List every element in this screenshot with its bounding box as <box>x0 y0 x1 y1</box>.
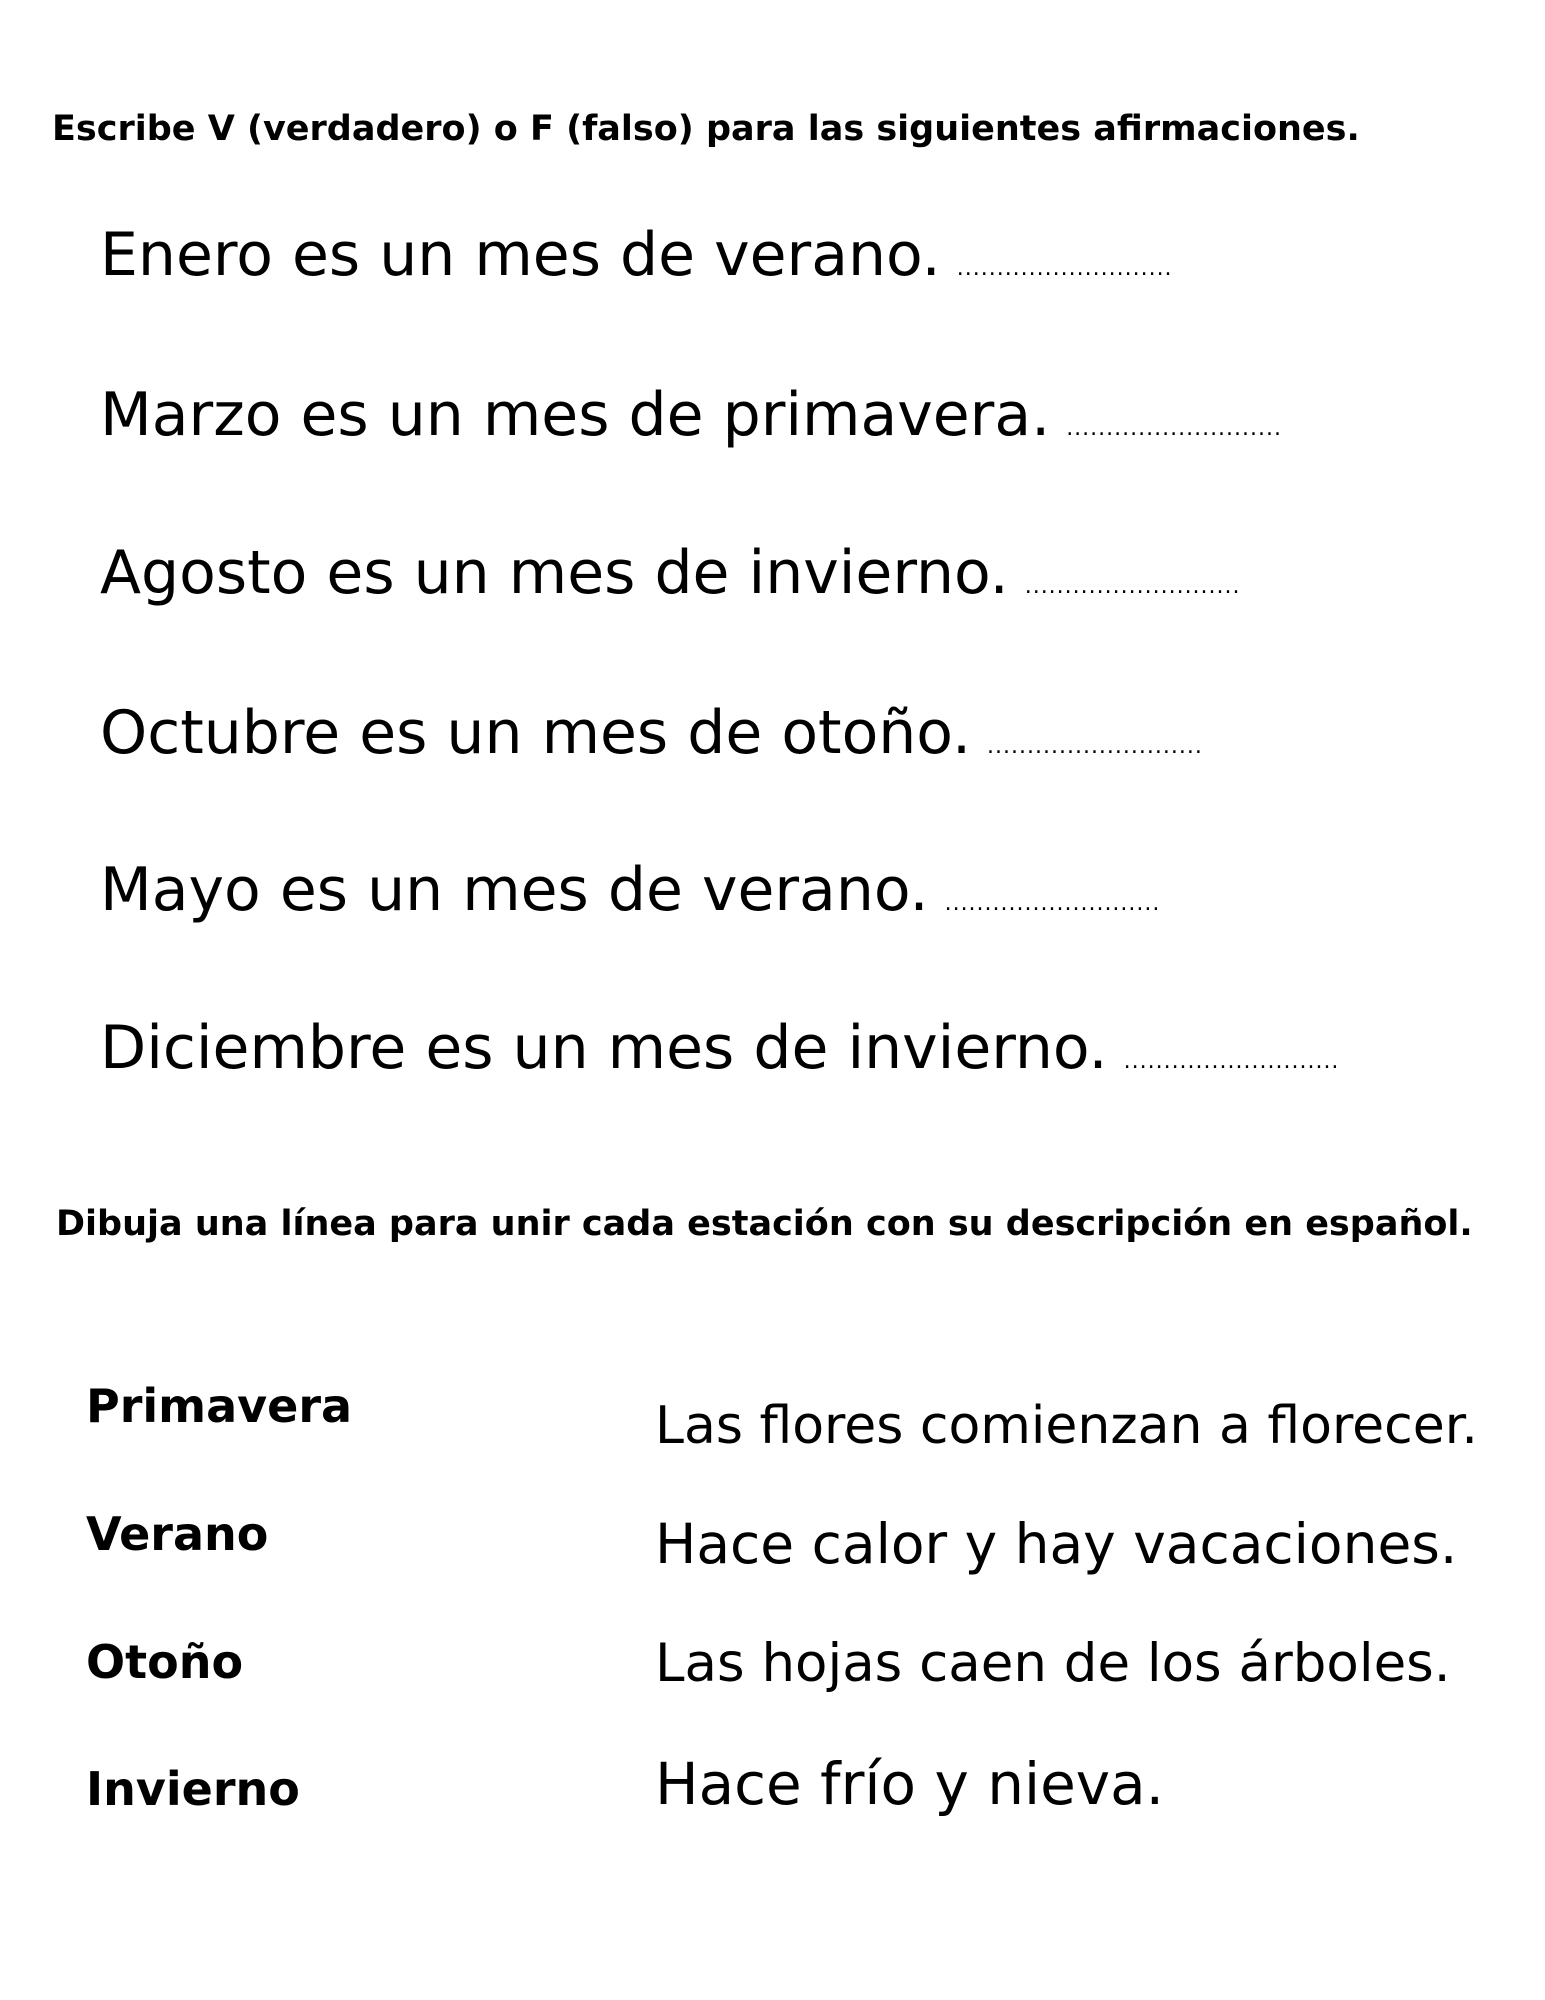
statement-item <box>100 538 1241 623</box>
statement-item <box>100 1013 1340 1098</box>
answer-blank[interactable]: ........................... <box>956 256 1173 281</box>
description-heat-vacation[interactable]: Hace calor y hay vacaciones. <box>655 1512 1458 1576</box>
true-false-instruction: Escribe V (verdadero) o F (falso) para las siguientes afirmaciones. <box>52 109 1360 149</box>
statement-text: Diciembre es un mes de invierno. <box>100 1013 1108 1083</box>
statement-item <box>100 855 1161 940</box>
matching-instruction: Dibuja una línea para unir cada estación con su descripción en español. <box>56 1204 1473 1244</box>
description-flowers[interactable]: Las flores comienzan a florecer. <box>655 1396 1478 1456</box>
season-verano[interactable]: Verano <box>86 1507 269 1561</box>
season-otono[interactable]: Otoño <box>86 1635 244 1689</box>
statement-item <box>100 220 1173 305</box>
statement-text: Octubre es un mes de otoño. <box>100 698 972 768</box>
season-invierno[interactable]: Invierno <box>86 1762 300 1816</box>
statement-text: Mayo es un mes de verano. <box>100 855 929 925</box>
season-primavera[interactable]: Primavera <box>86 1379 353 1433</box>
statement-text: Marzo es un mes de primavera. <box>100 380 1051 450</box>
statement-item <box>100 698 1203 783</box>
answer-blank[interactable]: ........................... <box>944 891 1161 916</box>
statement-text: Enero es un mes de verano. <box>100 220 941 290</box>
description-leaves-fall[interactable]: Las hojas caen de los árboles. <box>655 1633 1451 1694</box>
description-cold-snow[interactable]: Hace frío y nieva. <box>655 1750 1165 1818</box>
answer-blank[interactable]: ........................... <box>1024 574 1241 599</box>
answer-blank[interactable]: ........................... <box>1066 416 1283 441</box>
answer-blank[interactable]: ........................... <box>987 734 1203 759</box>
statement-text: Agosto es un mes de invierno. <box>100 538 1009 608</box>
answer-blank[interactable]: ........................... <box>1123 1049 1340 1074</box>
statement-item <box>100 380 1283 465</box>
